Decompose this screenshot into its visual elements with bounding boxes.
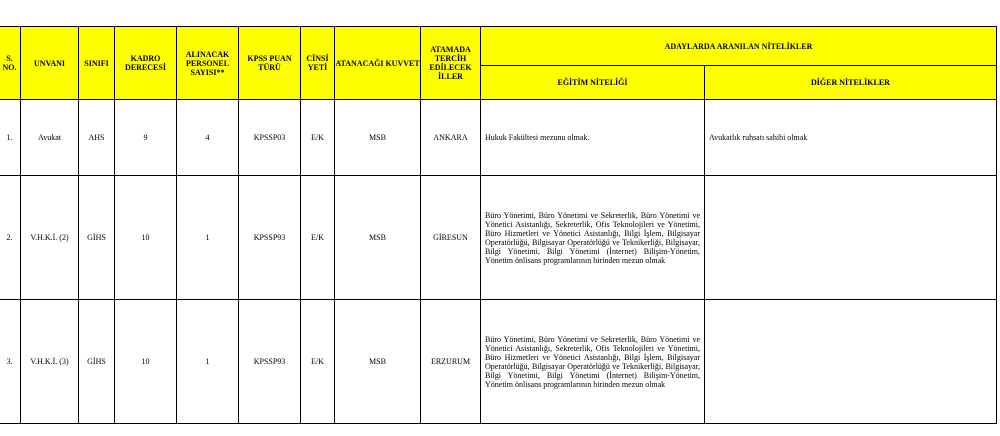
cell-egitim: Hukuk Fakültesi mezunu olmak. xyxy=(481,100,705,176)
cell-alinacak: 1 xyxy=(177,300,239,424)
cell-kadro: 9 xyxy=(115,100,177,176)
cell-kuvvet: MSB xyxy=(335,100,421,176)
cell-alinacak: 1 xyxy=(177,176,239,300)
cell-unvani: V.H.K.İ. (2) xyxy=(21,176,79,300)
personnel-table xyxy=(0,26,997,424)
header-sno: S. NO. xyxy=(0,27,21,100)
header-unvani: UNVANI xyxy=(21,27,79,100)
cell-kadro: 10 xyxy=(115,176,177,300)
cell-il: GİRESUN xyxy=(421,176,481,300)
header-alinacak: ALINACAK PERSONEL SAYISI** xyxy=(177,27,239,100)
cell-unvani: Avukat xyxy=(21,100,79,176)
cell-kpss: KPSSP93 xyxy=(239,176,301,300)
cell-unvani: V.H.K.İ. (3) xyxy=(21,300,79,424)
header-nitelikler: ADAYLARDA ARANILAN NİTELİKLER xyxy=(481,27,997,66)
header-row-top xyxy=(0,27,997,66)
cell-sinifi: GİHS xyxy=(79,176,115,300)
table-row xyxy=(0,300,997,424)
cell-egitim: Büro Yönetimi, Büro Yönetimi ve Sekreterlik, Büro Yönetimi ve Yönetici Asistanlığı, Sekreterlik, Ofis Teknolojileri ve Yönetimi, Büro Hizmetleri ve Yönetici Asistanlığı, Bilgi İşlem, Bilgisayar Operatörlüğü, Bilgisayar Operatörlüğü ve Teknikerliği, Bilgisayar, Bilgi Yönetimi, Bilgi Yönetimi (İnternet) Bilişim-Yönetim, Yönetim önlisans programlarının birinden mezun olmak xyxy=(481,300,705,424)
header-kadro: KADRO DERECESİ xyxy=(115,27,177,100)
cell-cinsiyet: E/K xyxy=(301,300,335,424)
cell-il: ERZURUM xyxy=(421,300,481,424)
cell-sno: 3. xyxy=(0,300,21,424)
table-row xyxy=(0,176,997,300)
cell-diger xyxy=(705,300,997,424)
header-egitim: EĞİTİM NİTELİĞİ xyxy=(481,66,705,100)
cell-kpss: KPSSP93 xyxy=(239,300,301,424)
cell-sno: 2. xyxy=(0,176,21,300)
cell-cinsiyet: E/K xyxy=(301,176,335,300)
header-iller: ATAMADA TERCİH EDİLECEK İLLER xyxy=(421,27,481,100)
header-diger: DİĞER NİTELİKLER xyxy=(705,66,997,100)
cell-kpss: KPSSP03 xyxy=(239,100,301,176)
cell-diger xyxy=(705,176,997,300)
cell-sinifi: AHS xyxy=(79,100,115,176)
cell-kuvvet: MSB xyxy=(335,176,421,300)
header-kpss: KPSS PUAN TÜRÜ xyxy=(239,27,301,100)
cell-sinifi: GİHS xyxy=(79,300,115,424)
cell-il: ANKARA xyxy=(421,100,481,176)
header-kuvvet: ATANACAĞI KUVVET xyxy=(335,27,421,100)
cell-kadro: 10 xyxy=(115,300,177,424)
cell-cinsiyet: E/K xyxy=(301,100,335,176)
header-sinifi: SINIFI xyxy=(79,27,115,100)
header-cinsiyet: CİNSİ YETİ xyxy=(301,27,335,100)
cell-kuvvet: MSB xyxy=(335,300,421,424)
cell-egitim: Büro Yönetimi, Büro Yönetimi ve Sekreterlik, Büro Yönetimi ve Yönetici Asistanlığı, Sekreterlik, Ofis Teknolojileri ve Yönetimi, Büro Hizmetleri ve Yönetici Asistanlığı, Bilgi İşlem, Bilgisayar Operatörlüğü, Bilgisayar Operatörlüğü ve Teknikerliği, Bilgisayar, Bilgi Yönetimi, Bilgi Yönetimi (İnternet) Bilişim-Yönetim, Yönetim önlisans programlarının birinden mezun olmak xyxy=(481,176,705,300)
cell-sno: 1. xyxy=(0,100,21,176)
cell-alinacak: 4 xyxy=(177,100,239,176)
cell-diger: Avukatlık ruhsatı sahibi olmak xyxy=(705,100,997,176)
table-row xyxy=(0,100,997,176)
